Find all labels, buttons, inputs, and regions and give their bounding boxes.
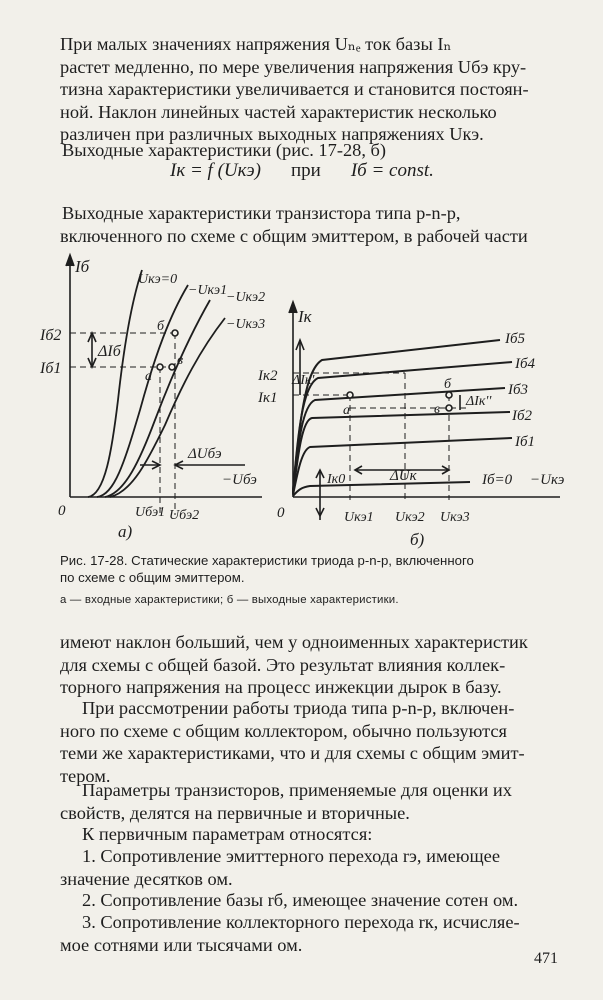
body-paragraph-5: 1. Сопротивление эмиттерного перехода rэ, имеющее значение десятков ом. <box>60 846 500 889</box>
body-paragraph-1: имеют наклон больший, чем у одноименных характеристик для схемы с общей базой. Это результат влияния коллек- торного напряжения на процесс инжекции дырок в базу. <box>60 632 528 697</box>
ik0-label: Iк0 <box>327 472 346 487</box>
curve-label-ib4: Iб4 <box>515 356 536 372</box>
body-paragraph-7: 3. Сопротивление коллекторного перехода rк, исчисляе- мое сотнями или тысячами ом. <box>60 912 520 955</box>
caption-line-2: по схеме с общим эмиттером. <box>60 570 245 585</box>
axis-y-label-a: Iб <box>75 257 90 276</box>
intro-line-4: ной. Наклон линейных частей характеристик несколько <box>60 101 497 122</box>
body-paragraph-6: 2. Сопротивление базы rб, имеющее значение сотен ом. <box>82 890 519 910</box>
caption-line-1: Рис. 17-28. Статические характеристики триода p-n-p, включенного <box>60 553 474 568</box>
xtick-uke3: Uкэ3 <box>440 510 470 525</box>
ytick-ik2: Iк2 <box>258 368 278 384</box>
formula-mid: при <box>290 160 321 181</box>
xtick-uke2: Uкэ2 <box>395 510 425 525</box>
intro-line-2: растет медленно, по мере увеличения напряжения Uбэ кру- <box>60 56 527 77</box>
curve-label-ib1: Iб1 <box>515 434 536 450</box>
intro-line-5: различен при различных выходных напряжениях Uкэ. <box>60 124 484 144</box>
page-number: 471 <box>534 950 558 967</box>
ytick-ib1: Iб1 <box>40 360 62 377</box>
axis-y-label-b: Iк <box>298 307 312 326</box>
point-v-a: в <box>177 353 184 368</box>
ytick-ik1: Iк1 <box>258 390 278 406</box>
ytick-ib2: Iб2 <box>40 327 62 344</box>
xtick-ube1: Uбэ1 <box>135 505 166 520</box>
axis-x-label-b: −Uкэ <box>530 472 565 488</box>
curve-label-ib3: Iб3 <box>508 382 529 398</box>
intro-line-3: тизна характеристики увеличивается и становится постоян- <box>60 79 529 99</box>
panel-label-a: а) <box>118 522 133 541</box>
panel-label-b: б) <box>410 530 425 549</box>
body-paragraph-4: К первичным параметрам относятся: <box>82 824 373 844</box>
figure-legend: а — входные характеристики; б — выходные характеристики. <box>60 594 399 606</box>
figure-caption <box>60 552 570 586</box>
point-b-b: б <box>444 377 452 392</box>
axis-x-label-a: −Uбэ <box>222 472 257 488</box>
point-a-a: а <box>145 369 152 384</box>
delta-ik2: ΔIк'' <box>466 394 492 409</box>
curve-label-uke2: −Uкэ2 <box>226 290 266 305</box>
origin-b: 0 <box>277 505 285 521</box>
formula-right: Iб = const. <box>350 160 434 181</box>
body-paragraph-3: Параметры транзисторов, применяемые для оценки их свойств, делятся на первичные и вторичные. <box>60 780 512 823</box>
point-v-b: в <box>434 402 441 417</box>
delta-ube: ΔUбэ <box>188 446 222 462</box>
point-b-a: б <box>157 319 165 334</box>
curve-label-uke0: Uкэ=0 <box>138 272 178 287</box>
p2-line-1: Выходные характеристики транзистора типа p-n-p, <box>62 203 461 223</box>
intro-line-1: При малых значениях напряжения Uₙₑ ток базы Iₙ <box>60 34 452 54</box>
delta-ib: ΔIб <box>98 343 121 360</box>
curve-label-ib2: Iб2 <box>512 408 533 424</box>
delta-ik1: ΔIк' <box>292 373 315 388</box>
curve-label-uke1: −Uкэ1 <box>188 283 228 298</box>
xtick-uke1: Uкэ1 <box>344 510 374 525</box>
xtick-ube2: Uбэ2 <box>169 508 200 523</box>
formula-left: Iк = f (Uкэ) <box>170 160 261 181</box>
delta-uk: ΔUк <box>390 468 417 484</box>
p2-line-2: включенного по схеме с общим эмиттером, в рабочей части <box>60 225 528 246</box>
curve-label-ib5: Iб5 <box>505 331 526 347</box>
output-char-line: Выходные характеристики (рис. 17-28, б) <box>62 140 387 160</box>
point-a-b: а <box>343 403 350 418</box>
curve-label-ib0: Iб=0 <box>482 472 513 488</box>
body-paragraph-2: При рассмотрении работы триода типа p-n-p, включен- ного по схеме с общим коллектором, обычно пользуются теми же характеристиками, что и для схемы с общим эмит- тером. <box>60 698 525 786</box>
curve-label-uke3: −Uкэ3 <box>226 317 266 332</box>
origin-a: 0 <box>58 503 66 519</box>
